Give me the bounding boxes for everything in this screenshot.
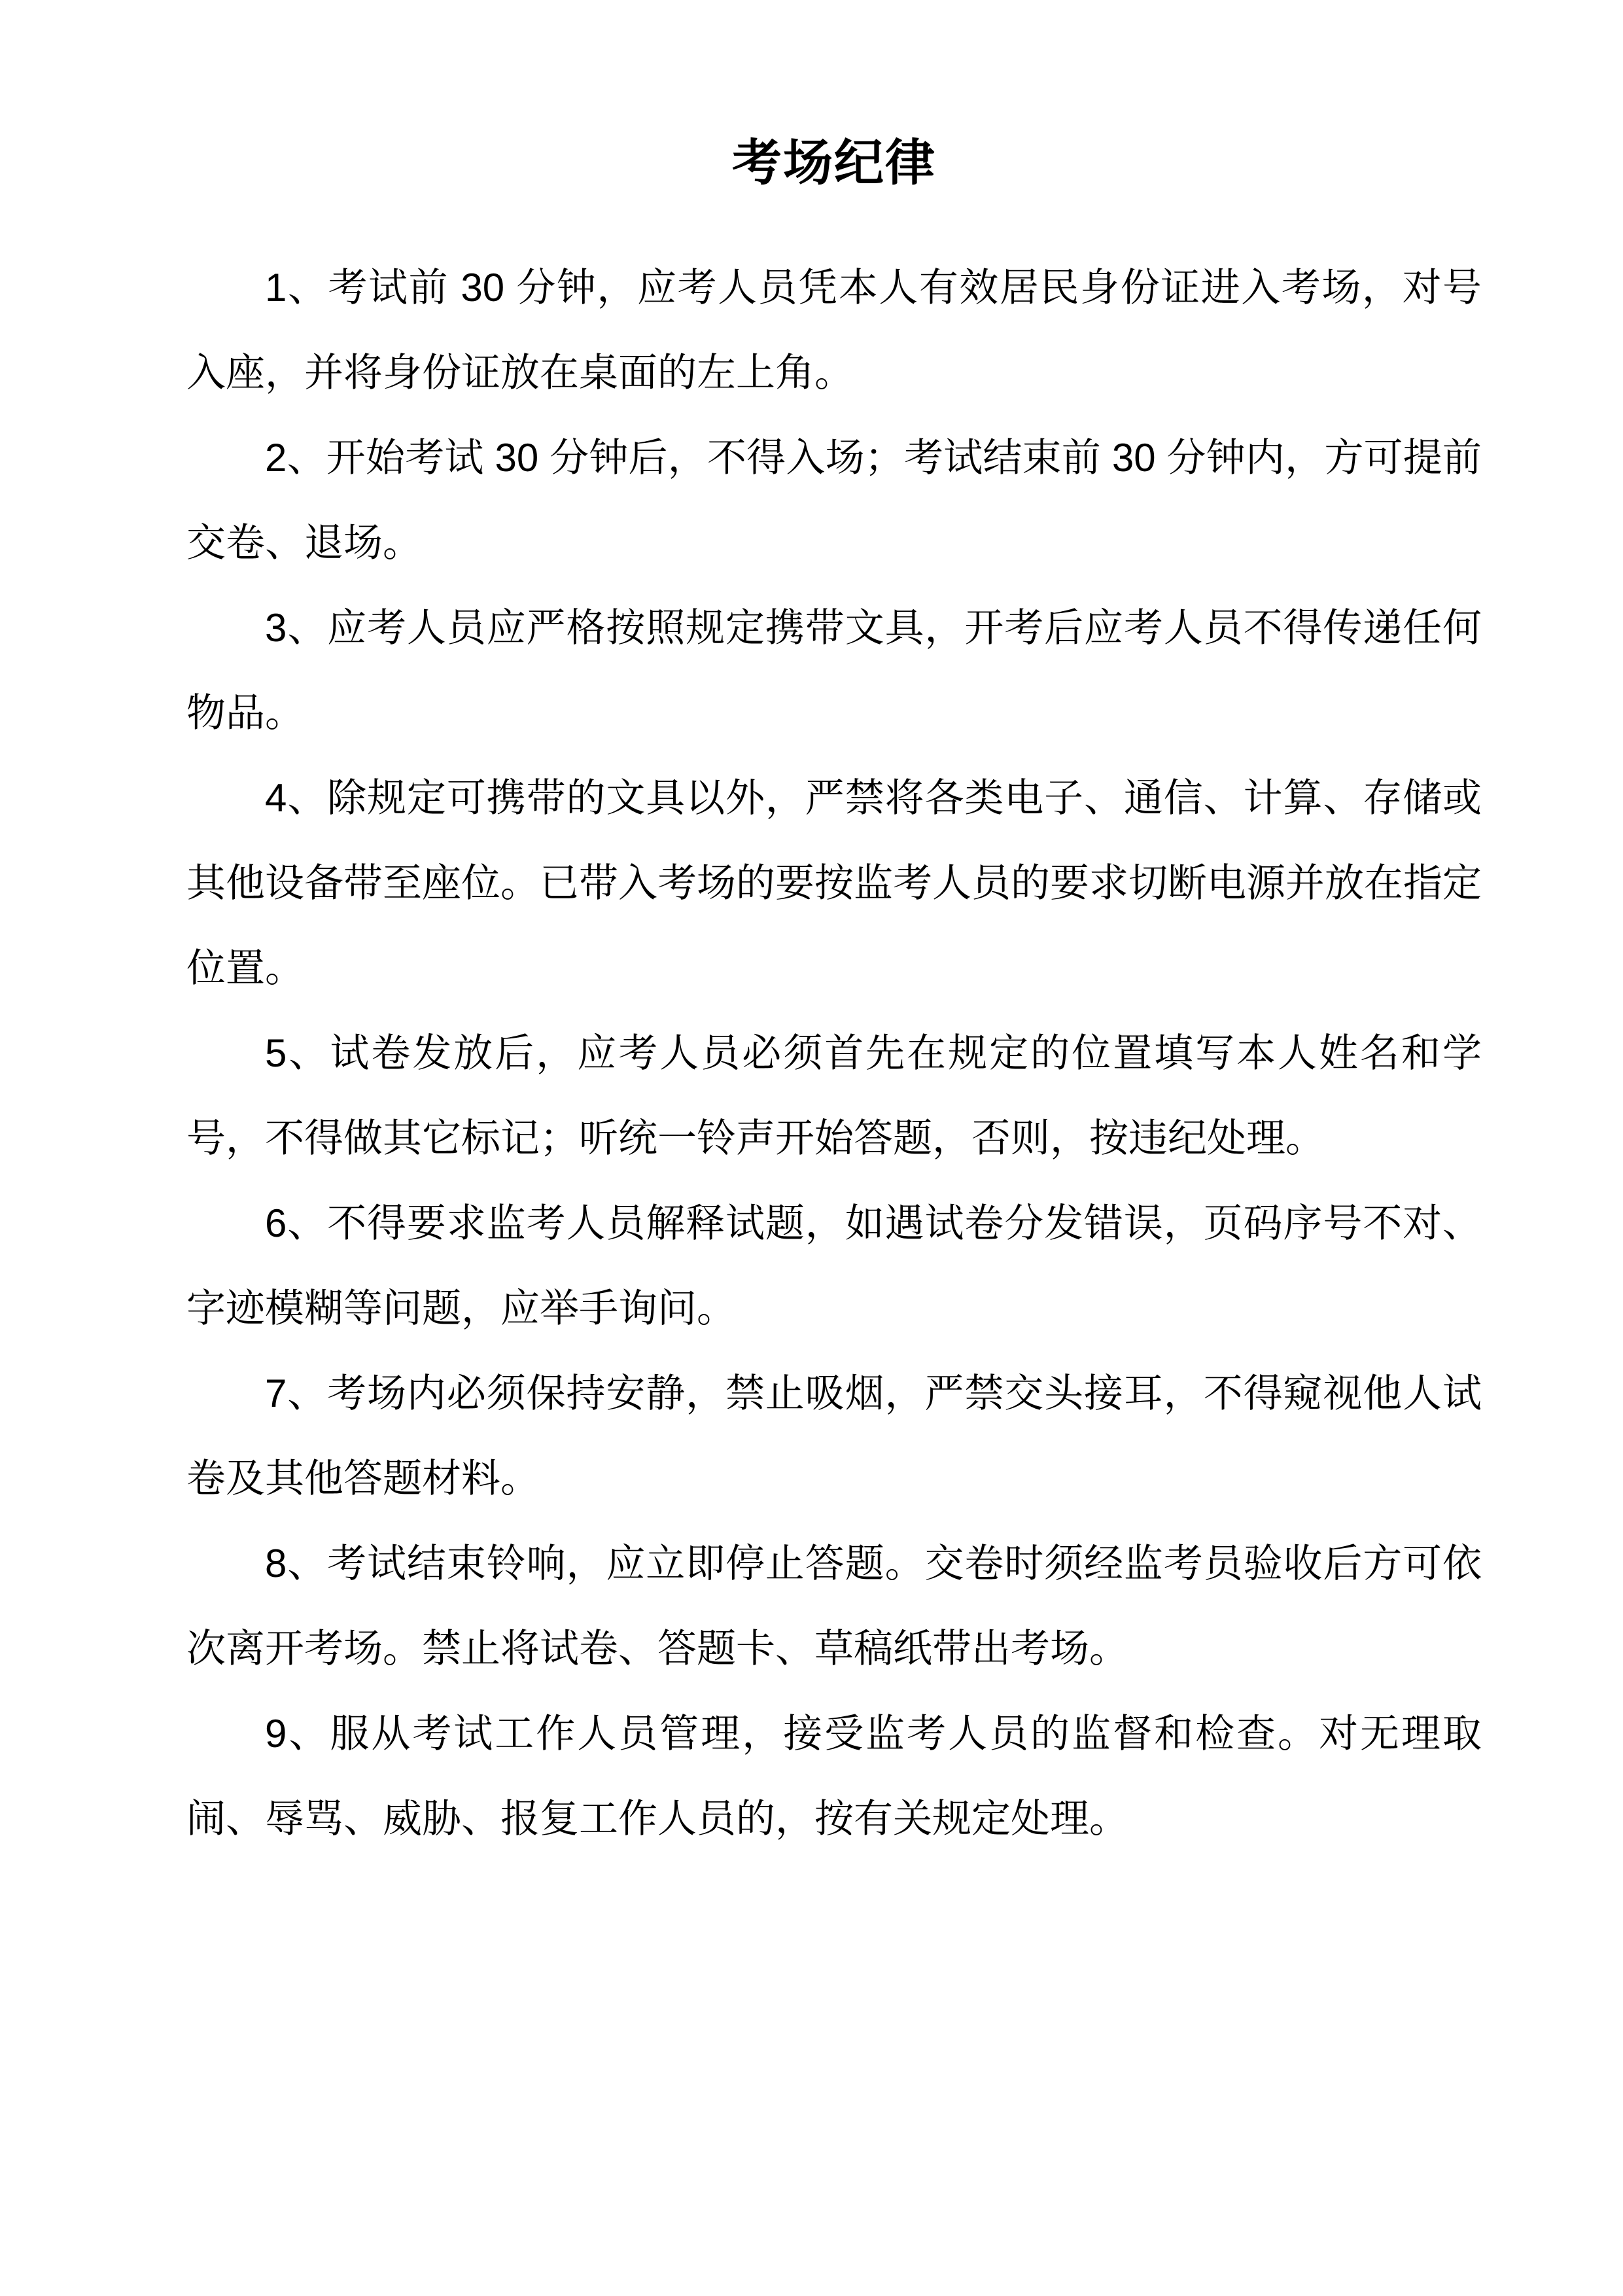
rule-paragraph-7 [186,1351,1482,1521]
rule-number: 2、 [265,436,326,480]
rule-text: 除规定可携带的文具以外，严禁将各类电子、通信、计算、存储或其他设备带至座位。已带入考场的要按监考人员的要求切断电源并放在指定位置。 [186,776,1482,990]
rule-text: 试卷发放后，应考人员必须首先在规定的位置填写本人姓名和学号，不得做其它标记；听统一铃声开始答题，否则，按违纪处理。 [186,1031,1482,1160]
rule-text: 考试前 30 分钟，应考人员凭本人有效居民身份证进入考场，对号入座，并将身份证放在桌面的左上角。 [186,266,1482,395]
rule-paragraph-4 [186,756,1482,1011]
rule-number: 1、 [265,266,328,309]
rule-text: 不得要求监考人员解释试题，如遇试卷分发错误，页码序号不对、字迹模糊等问题，应举手询问。 [186,1201,1482,1330]
rule-paragraph-8 [186,1521,1482,1691]
rule-number: 8、 [265,1542,328,1585]
rule-text: 服从考试工作人员管理，接受监考人员的监督和检查。对无理取闹、辱骂、威胁、报复工作人员的，按有关规定处理。 [186,1712,1482,1841]
rule-paragraph-3 [186,586,1482,756]
rule-number: 9、 [265,1712,330,1756]
rule-paragraph-2 [186,415,1482,586]
rule-paragraph-9 [186,1691,1482,1862]
rule-paragraph-5 [186,1011,1482,1181]
rule-number: 7、 [265,1371,328,1415]
rule-paragraph-1 [186,245,1482,415]
rule-text: 考试结束铃响，应立即停止答题。交卷时须经监考员验收后方可依次离开考场。禁止将试卷、答题卡、草稿纸带出考场。 [186,1542,1482,1670]
rules-list [186,245,1482,1862]
rule-number: 5、 [265,1031,330,1075]
rule-number: 6、 [265,1201,328,1245]
rule-text: 应考人员应严格按照规定携带文具，开考后应考人员不得传递任何物品。 [186,606,1482,735]
page-title: 考场纪律 [732,135,936,191]
rule-paragraph-6 [186,1181,1482,1351]
rule-text: 考场内必须保持安静，禁止吸烟，严禁交头接耳，不得窥视他人试卷及其他答题材料。 [186,1371,1482,1500]
rule-number: 4、 [265,776,328,820]
rule-number: 3、 [265,606,328,650]
rule-text: 开始考试 30 分钟后，不得入场；考试结束前 30 分钟内，方可提前交卷、退场。 [186,436,1482,565]
